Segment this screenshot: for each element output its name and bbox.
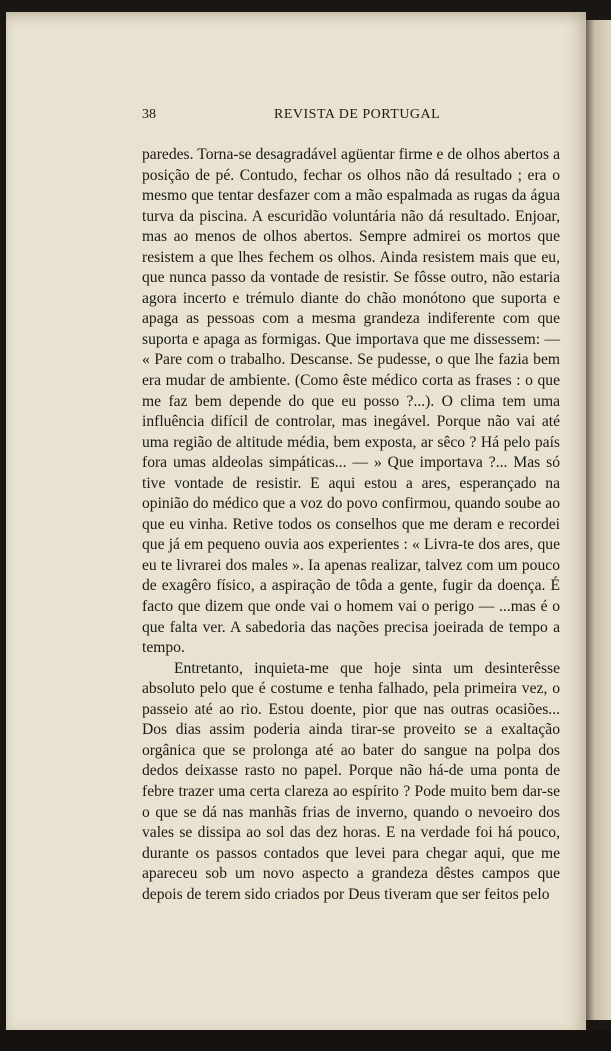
scan-bottom-border [0,1030,611,1051]
paragraph: Entretanto, inquieta-me que hoje sinta um desinterêsse absoluto pelo que é costume e tenha falhado, pela primeira vez, o passeio até ao rio. Estou doente, pior que nas outras ocasiões... Dos dias assim poderia ainda tirar-se proveito se a exaltação orgânica que se prolonga até ao bater do sangue na polpa dos dedos deixasse rasto no papel. Porque não há-de uma ponta de febre trazer uma certa clareza ao espírito ? Pode muito bem dar-se o que se dá nas manhãs frias de inverno, quando o nevoeiro dos vales se dissipa ao sol das dez horas. E na verdade foi há pouco, durante os passos contados que levei para chegar aqui, que me apareceu sob um novo aspecto a grandeza dêstes campos que depois de terem sido criados por Deus tiveram que ser feitos pelo [142,659,560,903]
paragraph: paredes. Torna-se desagradável agüentar firme e de olhos abertos a posição de pé. Contudo, fechar os olhos não dá resultado ; era o mesmo que tentar desfazer com a mão espalmada as rugas da água turva da piscina. A escuridão voluntária não dá resultado. Enjoar, mas ao menos de olhos abertos. Sempre admirei os mortos que resistem a que lhes fechem os olhos. Ainda resistem mais que eu, que nunca passo da vontade de resistir. Se fôsse outro, não estaria agora incerto e trémulo diante do chão monótono que suporta e apaga as pessoas com a mesma grandeza indiferente com que suporta e apaga as formigas. Que importava que me dissessem: — « Pare com o trabalho. Descanse. Se pudesse, o que lhe fazia bem era mudar de ambiente. (Como êste médico corta as frases : o que me faz bem depende do que eu posso ?...). O clima tem uma influência difícil de controlar, mas inegável. Porque não vai até uma região de altitude média, bem exposta, ar sêco ? Há pelo país fora umas aldeolas simpáticas... — » Que importava ?... Mas só tive vontade de resistir. E aqui estou a ares, esperançado na opinião do médico que a voz do povo confirmou, quando soube ao que eu vinha. Retive todos os conselhos que me deram e recordei que já em pequeno ouvia aos experientes : « Livra-te dos ares, que eu te livrarei dos males ». Ia apenas realizar, talvez com um pouco de exagêro físico, a aspiração de tôda a gente, fugir da doença. É facto que dizem que onde vai o homem vai o perigo — ...mas é o que falta ver. A sabedoria das nações precisa joeirada de tempo a tempo. [142,146,560,657]
page-header [142,107,562,127]
body-text [142,145,560,905]
page-number: 38 [142,107,156,122]
running-title: REVISTA DE PORTUGAL [274,107,441,122]
adjacent-page-edge [586,20,611,1020]
